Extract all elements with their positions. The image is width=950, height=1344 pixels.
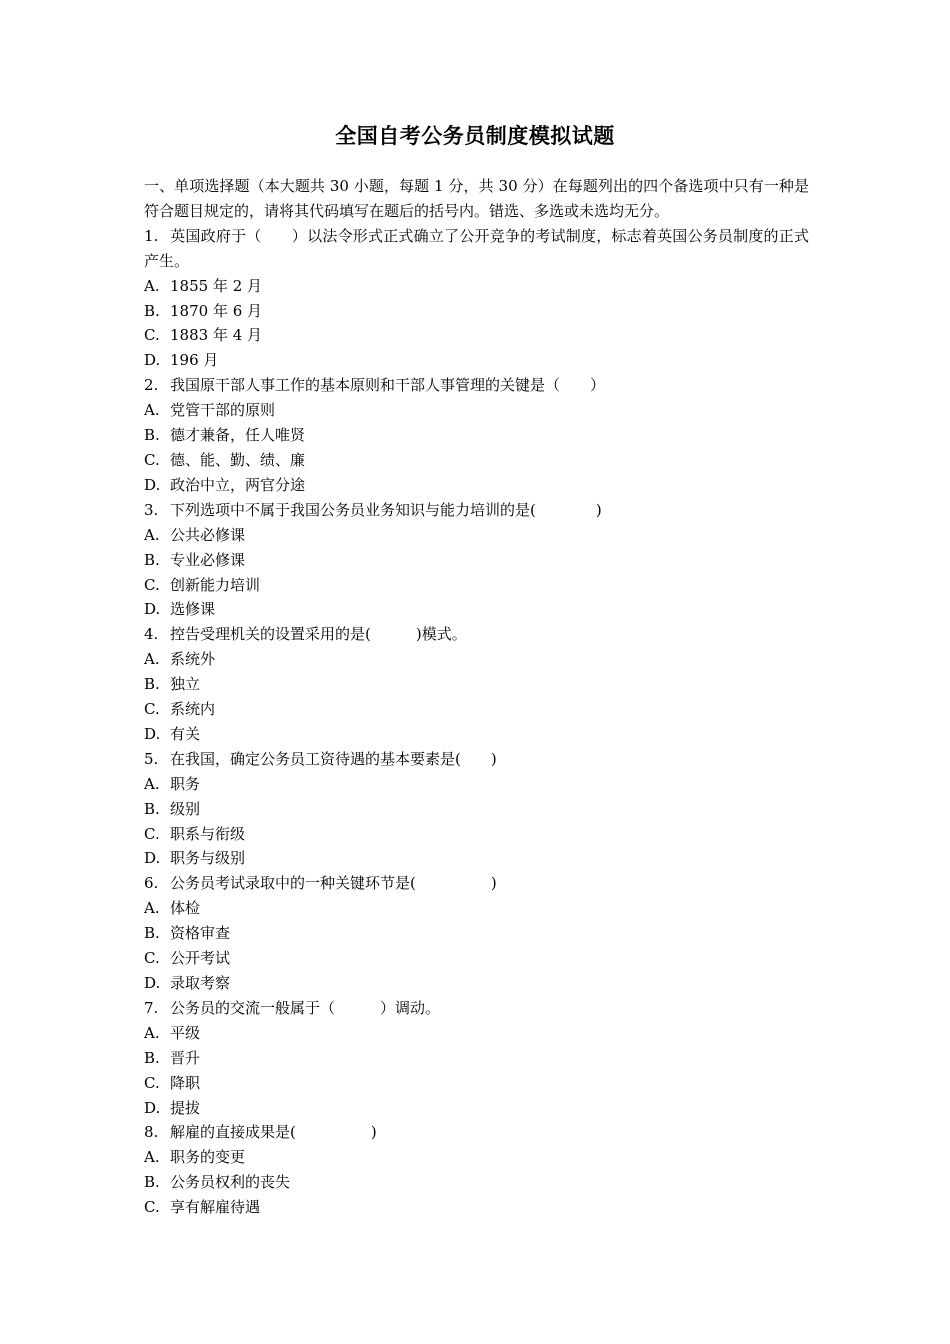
option-item	[144, 1071, 809, 1096]
option-text: 体检	[170, 899, 201, 918]
option-text: 级别	[170, 799, 201, 818]
option-letter: A.	[144, 276, 160, 295]
option-letter: D.	[144, 475, 161, 494]
option-text: 资格审查	[170, 924, 231, 943]
option-text: 有关	[170, 724, 201, 743]
question-text: 在我国，确定公务员工资待遇的基本要素是( )	[170, 749, 497, 768]
option-item	[144, 1046, 809, 1071]
option-letter: A.	[144, 899, 160, 918]
question-number: 5.	[144, 749, 159, 768]
option-item	[144, 896, 809, 921]
option-item	[144, 473, 809, 498]
option-text: 职系与衔级	[170, 824, 246, 843]
option-letter: A.	[144, 1023, 160, 1042]
question-number: 2.	[144, 376, 159, 395]
option-item	[144, 573, 809, 598]
option-item	[144, 1170, 809, 1195]
option-text: 1883 年 4 月	[170, 326, 263, 345]
option-text: 1870 年 6 月	[170, 301, 263, 320]
option-text: 系统内	[170, 700, 216, 719]
option-letter: A.	[144, 525, 160, 544]
option-item	[144, 797, 809, 822]
question-text: 我国原干部人事工作的基本原则和干部人事管理的关键是（ ）	[170, 376, 606, 395]
option-letter: B.	[144, 924, 160, 943]
question-8	[144, 1120, 809, 1145]
question-number: 8.	[144, 1123, 159, 1142]
option-item	[144, 822, 809, 847]
option-letter: B.	[144, 301, 160, 320]
option-letter: C.	[144, 575, 160, 594]
option-item	[144, 523, 809, 548]
option-item	[144, 722, 809, 747]
option-text: 系统外	[170, 650, 216, 669]
option-letter: D.	[144, 351, 161, 370]
option-item	[144, 672, 809, 697]
option-text: 创新能力培训	[170, 575, 261, 594]
option-item	[144, 1195, 809, 1220]
option-text: 政治中立，两官分途	[170, 475, 306, 494]
option-text: 职务的变更	[170, 1148, 246, 1167]
option-item	[144, 1096, 809, 1121]
option-item	[144, 772, 809, 797]
page-title: 全国自考公务员制度模拟试题	[335, 124, 615, 148]
option-item	[144, 1145, 809, 1170]
option-letter: D.	[144, 974, 161, 992]
question-7	[144, 996, 809, 1021]
option-text: 降职	[170, 1073, 201, 1092]
question-number: 4.	[144, 625, 159, 644]
question-number: 1.	[144, 226, 159, 245]
option-item	[144, 946, 809, 971]
question-1	[144, 224, 809, 274]
option-text: 选修课	[170, 600, 216, 619]
option-letter: B.	[144, 426, 160, 445]
question-text: 下列选项中不属于我国公务员业务知识与能力培训的是( )	[170, 500, 602, 519]
option-item	[144, 348, 809, 373]
option-letter: D.	[144, 849, 161, 868]
option-letter: B.	[144, 675, 160, 694]
option-item	[144, 846, 809, 871]
option-item	[144, 274, 809, 299]
option-letter: C.	[144, 700, 160, 719]
option-item	[144, 597, 809, 622]
option-text: 提拔	[170, 1098, 201, 1117]
option-letter: B.	[144, 550, 160, 569]
option-letter: C.	[144, 1198, 160, 1217]
option-text: 1855 年 2 月	[170, 276, 263, 295]
option-item	[144, 398, 809, 423]
option-text: 196 月	[170, 351, 219, 370]
option-text: 独立	[170, 675, 201, 694]
option-text: 职务与级别	[170, 849, 246, 868]
question-number: 3.	[144, 500, 159, 519]
question-5	[144, 747, 809, 772]
option-text: 专业必修课	[170, 550, 246, 569]
question-text: 英国政府于（ ）以法令形式正式确立了公开竞争的考试制度，标志着英国公务员制度的正式产生。	[144, 226, 809, 270]
option-item	[144, 423, 809, 448]
option-text: 晋升	[170, 1048, 201, 1067]
question-text: 控告受理机关的设置采用的是( )模式。	[170, 625, 467, 644]
option-letter: D.	[144, 724, 161, 743]
option-letter: C.	[144, 326, 160, 345]
option-item	[144, 1021, 809, 1046]
option-text: 公务员权利的丧失	[170, 1173, 291, 1192]
option-letter: B.	[144, 799, 160, 818]
option-letter: D.	[144, 1098, 161, 1117]
section-intro: 一、单项选择题（本大题共 30 小题，每题 1 分，共 30 分）在每题列出的四个备选项中只有一种是符合题目规定的，请将其代码填写在题后的括号内。错选、多选或未选均无分。	[144, 177, 809, 220]
option-text: 德才兼备，任人唯贤	[170, 426, 306, 445]
option-text: 公共必修课	[170, 525, 246, 544]
question-text: 公务员考试录取中的一种关键环节是( )	[170, 874, 497, 893]
option-letter: A.	[144, 774, 160, 793]
option-item	[144, 971, 809, 996]
option-text: 录取考察	[170, 974, 231, 992]
option-text: 平级	[170, 1023, 201, 1042]
question-6	[144, 871, 809, 896]
option-text: 公开考试	[170, 949, 231, 968]
question-list	[144, 174, 809, 1220]
option-item	[144, 299, 809, 324]
option-letter: B.	[144, 1173, 160, 1192]
option-text: 享有解雇待遇	[170, 1198, 261, 1217]
option-item	[144, 647, 809, 672]
option-item	[144, 921, 809, 946]
option-text: 德、能、勤、绩、廉	[170, 450, 306, 469]
option-item	[144, 548, 809, 573]
question-number: 6.	[144, 874, 159, 893]
option-letter: A.	[144, 650, 160, 669]
question-text: 解雇的直接成果是( )	[170, 1123, 377, 1142]
question-3	[144, 498, 809, 523]
option-item	[144, 448, 809, 473]
question-number: 7.	[144, 998, 159, 1017]
option-item	[144, 323, 809, 348]
option-letter: C.	[144, 824, 160, 843]
question-2	[144, 373, 809, 398]
option-letter: B.	[144, 1048, 160, 1067]
option-letter: C.	[144, 949, 160, 968]
option-text: 党管干部的原则	[170, 401, 276, 420]
question-4	[144, 622, 809, 647]
option-letter: D.	[144, 600, 161, 619]
option-letter: C.	[144, 1073, 160, 1092]
option-letter: C.	[144, 450, 160, 469]
option-text: 职务	[170, 774, 201, 793]
option-letter: A.	[144, 1148, 160, 1167]
question-text: 公务员的交流一般属于（ ）调动。	[170, 998, 441, 1017]
option-letter: A.	[144, 401, 160, 420]
option-item	[144, 697, 809, 722]
